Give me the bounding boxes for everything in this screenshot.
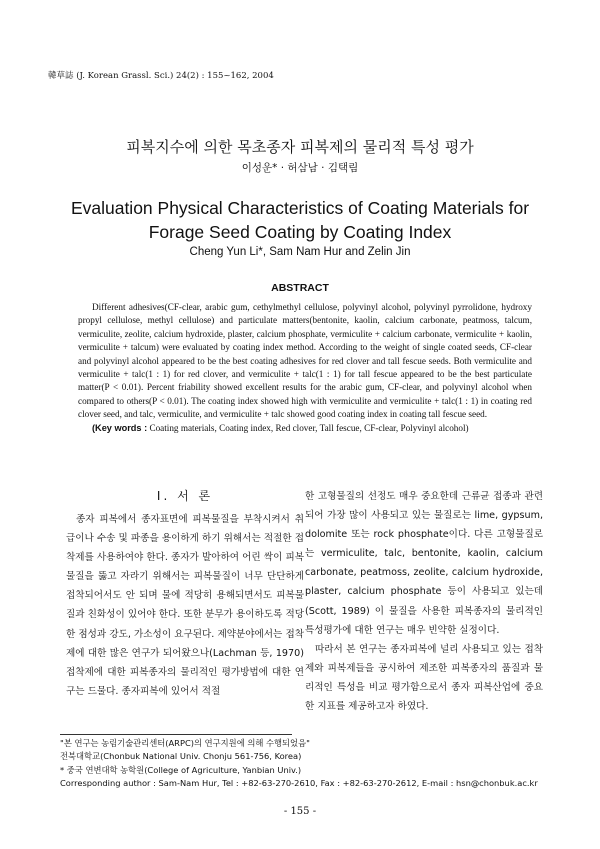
footnote-affiliation-2: * 중국 연변대학 농학원(College of Agriculture, Yanbian Univ.) (60, 764, 302, 775)
footnote-affiliation-1: 전북대학교(Chonbuk National Univ. Chonju 561-756, Korea) (60, 751, 302, 762)
left-column-text: 종자 피복에서 종자표면에 피복물질을 부착시켜서 취급이나 수송 및 파종을 용이하게 하기 위해서는 적절한 접착제를 사용하여야 한다. 종자가 발아하여 어린 싹이 피복물질을 뚫고 자라기 위해서는 피복물질이 너무 단단하게 접착되어서도 안 되며 물에 적당히 용해되면서도 피복물질과 친화성이 있어야 한다. 또한 분무가 용이하도록 적당한 점성과 강도, 가소성이 요구된다. 제약분야에서는 접착제에 대한 많은 연구가 되어왔으나(Lachman 등, 1970) 접착제에 대한 피복종자의 물리적인 평가방법에 대한 연구는 드물다. 종자피복에 있어서 적절 (66, 514, 304, 697)
english-title-line2: Forage Seed Coating by Coating Index (148, 222, 452, 242)
right-column-paragraph-1: 한 고형물질의 선정도 매우 중요한데 근류균 접종과 관련되어 가장 많이 사용되고 있는 물질로는 lime, gypsum, dolomite 또는 rock phosphate이다. 다른 고형물질로는 vermiculite, talc, bentonite, kaolin, calcium carbonate, peatmoss, zeolite, calcium hydroxide, plaster, calcium phosphate 등이 사용되고 있는데(Scott, 1989) 이 물질을 사용한 피복종자의 물리적인 특성평가에 대한 연구는 매우 빈약한 실정이다. (305, 491, 543, 636)
footnote-funding: "본 연구는 농림기술관리센터(ARPC)의 연구지원에 의해 수행되었음" (60, 738, 310, 748)
page-number: - 155 - (283, 806, 317, 817)
right-column-paragraph-2: 따라서 본 연구는 종자피복에 널리 사용되고 있는 접착제와 피복제들을 공시하여 제조한 피복종자의 품질과 물리적인 특성을 비교 평가함으로서 종자 피복산업에 중요한 지표를 제공하고자 하였다. (305, 643, 543, 713)
abstract-heading: ABSTRACT (271, 282, 329, 294)
footnote-divider (60, 734, 292, 735)
abstract-text: Different adhesives(CF-clear, arabic gum, cethylmethyl cellulose, polyvinyl alcohol, polyvinyl pyrrolidone, hydroxy propyl cellulose, methyl cellulose) and particulate matters(bentonite, kaolin, calcium carbonate, peatmoss, talcum, vermiculite, zeolite, calcium hydroxide, plaster, calcium phosphate, vermiculite + calcium carbonate, vermiculite + kaolin, vermiculite + talcum) were evaluated by coating index method. According to the weight of single coated seeds, CF-clear and polyvinyl alcohol appeared to be the best coating adhesives for red clover and tall fescue seeds. Both vermiculite and vermiculite + talc(1 : 1) for red clover, and vermiculite + talc(1 : 1) for tall fescue appeared to be the best particulate matter(P < 0.01). Percent friability showed excellent results for the arabic gum, CF-clear, and polyvinyl alcohol when compared to others(P < 0.01). The coating index showed high with vermiculite and vermiculite + talc(1 : 1) in coating red clover seed, and talc, vermiculite, and vermiculite + talc showed good coating index in coating tall fescue seed. (78, 302, 532, 420)
footnotes (60, 737, 540, 791)
left-column (66, 487, 304, 701)
korean-authors: 이성운* · 허삼남 · 김택림 (241, 162, 359, 174)
abstract (78, 301, 532, 435)
korean-title: 피복지수에 의한 목초종자 피복제의 물리적 특성 평가 (126, 138, 474, 156)
section-heading-introduction: I. 서 론 (156, 489, 214, 503)
keywords (78, 422, 532, 435)
keywords-text: Coating materials, Coating index, Red clover, Tall fescue, CF-clear, Polyvinyl alcohol) (147, 422, 469, 433)
footnote-corresponding-author: Corresponding author : Sam-Nam Hur, Tel : +82-63-270-2610, Fax : +82-63-270-2612, E-mail : hsn@chonbuk.ac.kr (60, 778, 538, 789)
journal-reference: 韓草誌 (J. Korean Grassl. Sci.) 24(2) : 155~162, 2004 (48, 71, 274, 81)
english-title (0, 196, 600, 244)
english-title-line1: Evaluation Physical Characteristics of Coating Materials for (70, 198, 530, 218)
keywords-label: (Key words : (92, 422, 148, 433)
english-authors: Cheng Yun Li*, Sam Nam Hur and Zelin Jin (189, 246, 411, 258)
right-column (305, 487, 543, 716)
